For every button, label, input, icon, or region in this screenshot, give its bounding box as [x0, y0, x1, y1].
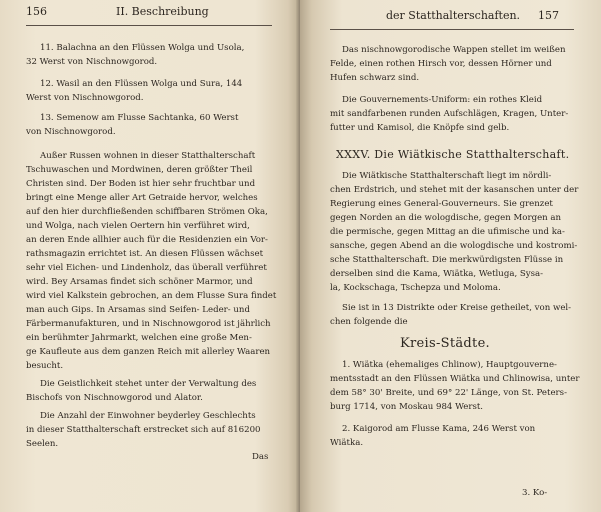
right-text-line: derselben sind die Kama, Wiätka, Wetluga, Sysa- [330, 269, 544, 279]
left-text-line: ein berühmter Jahrmarkt, welchen eine große Men- [26, 333, 252, 343]
left-text-line: 32 Werst von Nischnowgorod. [26, 57, 158, 67]
right-text-line: Die Wiätkische Statthalterschaft liegt im nördli- [342, 171, 552, 181]
page-number-right: 157 [538, 9, 559, 22]
right-page [300, 0, 601, 512]
right-text-line: mit sandfarbenen runden Aufschlägen, Kragen, Unter- [330, 109, 569, 119]
right-text-line: gegen Norden an die wologdische, gegen Morgen an [330, 213, 562, 223]
right-text-line: Wiätka. [330, 438, 364, 448]
page-number-left: 156 [26, 5, 47, 18]
header-rule-right [330, 29, 574, 30]
left-text-line: wird viel Kalkstein gebrochen, an dem Flusse Sura findet [26, 291, 277, 301]
right-text-line: Sie ist in 13 Distrikte oder Kreise getheilet, von wel- [342, 303, 572, 313]
left-text-line: Außer Russen wohnen in dieser Statthalterschaft [40, 151, 256, 161]
right-text-line: XXXV. Die Wiätkische Statthalterschaft. [336, 148, 570, 161]
right-text-line: chen folgende die [330, 317, 408, 327]
right-text-line: futter und Kamisol, die Knöpfe sind gelb. [330, 123, 510, 133]
right-text-line: Felde, einen rothen Hirsch vor, dessen Hörner und [330, 59, 552, 69]
left-text-line: Christen sind. Der Boden ist hier sehr fruchtbar und [26, 179, 256, 189]
right-text-line: Hufen schwarz sind. [330, 73, 420, 83]
left-page [0, 0, 300, 512]
right-text-line: Kreis-Städte. [400, 336, 490, 351]
right-text-line: dem 58° 30' Breite, und 69° 22' Länge, von St. Peters- [330, 388, 567, 398]
left-text-line: Werst von Nischnowgorod. [26, 93, 144, 103]
left-text-line: und Wolga, nach vielen Oertern hin verführet wird, [26, 221, 250, 231]
left-text-line: sehr viel Eichen- und Lindenholz, das überall verführet [26, 263, 267, 273]
left-text-line: auf den hier durchfließenden schiffbaren Strömen Oka, [26, 207, 268, 217]
left-text-line: Seelen. [26, 439, 59, 449]
right-text-line: 1. Wiätka (ehemaliges Chlinow), Hauptgouverne- [342, 360, 557, 370]
left-text-line: Bischofs von Nischnowgorod und Alator. [26, 393, 203, 403]
right-text-line: die permische, gegen Mittag an die ufimische und ka- [330, 227, 565, 237]
left-text-line: von Nischnowgorod. [26, 127, 116, 137]
right-text-line: mentsstadt an den Flüssen Wiätka und Chlinowisa, unter [330, 374, 580, 384]
left-text-line: rathsmagazin errichtet ist. An diesen Flüssen wächset [26, 249, 264, 259]
left-text-line: 13. Semenow am Flusse Sachtanka, 60 Werst [40, 113, 239, 123]
right-text-line: chen Erdstrich, und stehet mit der kasanschen unter der [330, 185, 579, 195]
right-text-line: 2. Kaigorod am Flusse Kama, 246 Werst von [342, 424, 536, 434]
left-text-line: Die Geistlichkeit stehet unter der Verwaltung des [40, 379, 257, 389]
right-text-line: sansche, gegen Abend an die wologdische und kostromi- [330, 241, 578, 251]
left-text-line: wird. Bey Arsamas findet sich schöner Marmor, und [26, 277, 253, 287]
left-text-line: Die Anzahl der Einwohner beyderley Geschlechts [40, 411, 256, 421]
left-text-line: an deren Ende allhier auch für die Residenzien ein Vor- [26, 235, 268, 245]
right-text-line: la, Kockschaga, Tschepza und Moloma. [330, 283, 501, 293]
left-text-line: besucht. [26, 361, 64, 371]
left-text-line: ge Kaufleute aus dem ganzen Reich mit allerley Waaren [26, 347, 271, 357]
left-text-line: man auch Gips. In Arsamas sind Seifen- Leder- und [26, 305, 250, 315]
catchword-left: Das [252, 452, 269, 462]
right-text-line: sche Statthalterschaft. Die merkwürdigsten Flüsse in [330, 255, 564, 265]
left-text-line: Tschuwaschen und Mordwinen, deren größter Theil [26, 165, 253, 175]
right-text-line: Das nischnowgorodische Wappen stellet im weißen [342, 45, 566, 55]
right-text-line: Die Gouvernements-Uniform: ein rothes Kleid [342, 95, 543, 105]
header-rule-left [26, 25, 272, 26]
running-head-right: der Statthalterschaften. [386, 9, 521, 22]
right-text-line: burg 1714, von Moskau 984 Werst. [330, 402, 484, 412]
left-text-line: in dieser Statthalterschaft erstrecket sich auf 816200 [26, 425, 261, 435]
catchword-right: 3. Ko- [522, 488, 548, 498]
right-text-line: Regierung eines General-Gouverneurs. Sie grenzet [330, 199, 553, 209]
left-text-line: bringt eine Menge aller Art Getraide hervor, welches [26, 193, 258, 203]
left-text-line: 12. Wasil an den Flüssen Wolga und Sura, 144 [40, 79, 243, 89]
left-text-line: Färbermanufakturen, und in Nischnowgorod ist jährlich [26, 319, 271, 329]
running-head-left: II. Beschreibung [116, 5, 209, 18]
left-text-line: 11. Balachna an den Flüssen Wolga und Usola, [40, 43, 245, 53]
